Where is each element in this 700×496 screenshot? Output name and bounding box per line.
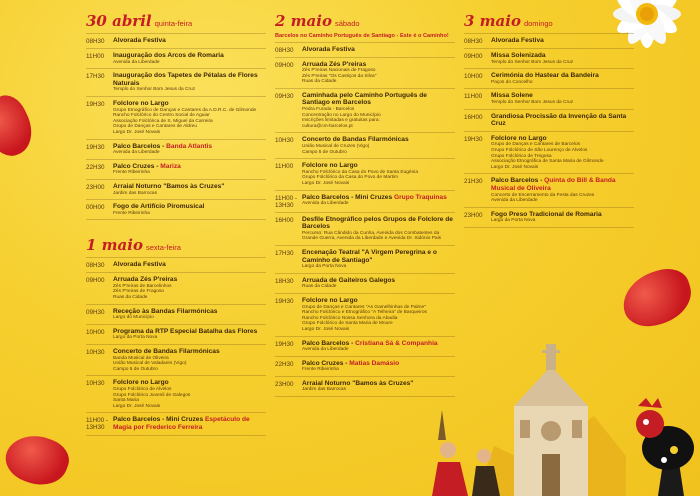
event-time: 19H30: [464, 135, 483, 143]
event-row: [275, 159, 455, 190]
event-title: [302, 162, 455, 170]
event-body: [113, 261, 266, 269]
event-detail: Frente Ribeirinha: [113, 170, 150, 176]
event-title-main: Folclore no Largo: [113, 99, 169, 107]
event-title: [302, 216, 455, 231]
event-row: [86, 273, 266, 304]
event-row: [86, 49, 266, 69]
event-detail: Templo do Senhor Bom Jesus da Cruz: [113, 87, 196, 93]
event-title: [113, 203, 266, 211]
event-title-main: Fogo Preso Tradicional de Romaria: [491, 210, 602, 218]
event-detail: Largo do Município: [113, 315, 154, 321]
day-date: 3 maio: [464, 12, 521, 30]
event-row: [275, 213, 455, 246]
event-title-main: Folclore no Largo: [491, 134, 547, 142]
event-body: [302, 61, 455, 85]
event-body: [113, 416, 266, 431]
event-title-main: Palco Cruzes -: [113, 162, 161, 170]
event-body: [113, 308, 266, 321]
barcelos-rooster-illustration: [628, 396, 700, 496]
event-detail: Paços do Concelho: [491, 79, 533, 85]
event-time: 16H00: [275, 216, 294, 224]
event-body: [113, 100, 266, 136]
event-title: [302, 340, 455, 348]
event-body: [113, 52, 266, 65]
event-title: [302, 61, 455, 69]
event-detail: Avenida da Liberdade: [113, 59, 160, 65]
event-detail: Grupo Folclórico da Casa do Povo de Martim: [302, 175, 398, 181]
event-title-main: Alvorada Festiva: [302, 45, 355, 53]
event-detail: Zés P'reiras de Fragoso: [113, 289, 165, 295]
event-time: 00H00: [86, 204, 105, 212]
event-time: 11H00: [86, 53, 105, 60]
event-title-main: Alvorada Festiva: [491, 37, 544, 44]
event-detail: Campo 5 de Outubro: [113, 366, 158, 372]
event-detail: Ruas da Cidade: [113, 295, 148, 301]
day-block-2-maio: [275, 12, 455, 397]
event-body: [302, 92, 455, 130]
event-body: [113, 143, 266, 156]
event-title-main: Arruada Zés P'reiras: [113, 276, 178, 284]
event-body: [302, 216, 455, 242]
day-header: [86, 12, 266, 31]
event-title: [302, 92, 455, 107]
event-detail: Largo Dr. José Novais: [113, 129, 161, 135]
event-time: 09H30: [275, 92, 294, 100]
event-title-main: Alvorada Festiva: [113, 261, 166, 269]
event-list: [86, 33, 266, 220]
event-detail: Campo 5 de Outubro: [302, 149, 347, 155]
event-title-main: Alvorada Festiva: [113, 37, 166, 44]
event-body: [113, 276, 266, 300]
event-body: [491, 52, 634, 65]
day-header: [275, 12, 455, 31]
event-title: [113, 416, 266, 431]
event-detail: Rancho Folclórico da Casa do Povo de Santa Eugénia: [302, 169, 418, 175]
event-title-main: Missa Solene: [491, 92, 533, 100]
event-detail: Rancho Folclórico do Centro Social de Aguiar: [113, 113, 210, 119]
event-body: [113, 379, 266, 409]
event-title-main: Palco Barcelos -: [491, 177, 545, 185]
event-row: [86, 160, 266, 180]
event-title-main: Encenação Teatral "A Virgem Peregrina e o Caminho de Santiago": [302, 248, 437, 264]
event-detail: Grupo de Danças e Cantares de Aldreu: [113, 124, 197, 130]
event-row: [275, 58, 455, 89]
event-detail: Templo do Senhor Bom Jesus da Cruz: [491, 99, 574, 105]
event-body: [491, 37, 634, 45]
event-body: [113, 72, 266, 93]
event-body: [113, 183, 266, 196]
event-body: [113, 328, 266, 341]
event-title: [302, 136, 455, 144]
event-time: 21H30: [464, 178, 483, 186]
event-detail: Grupo de Danças e Cantares "As Gamelhinhas de Palme": [302, 304, 426, 310]
event-title: [113, 52, 266, 60]
event-detail: Grupo Folclórico de Alvelos: [113, 387, 172, 392]
event-time: 23H00: [464, 211, 483, 219]
event-detail: Avenida da Liberdade: [302, 201, 349, 207]
event-title-performer: Mariza: [160, 162, 181, 170]
event-row: [464, 34, 634, 49]
day-date: 1 maio: [86, 236, 143, 255]
event-detail: Frente Ribeirinha: [302, 367, 339, 373]
event-row: [86, 140, 266, 160]
event-title-main: Concerto de Bandas Filarmónicas: [302, 136, 409, 144]
event-detail: Frente Ribeirinha: [113, 210, 150, 216]
event-time: 08H30: [86, 262, 105, 270]
event-time: 19H30: [86, 143, 105, 151]
event-list: [86, 257, 266, 435]
event-detail: Avenida da Liberdade: [491, 198, 538, 204]
event-body: [302, 360, 455, 373]
event-list: [275, 42, 455, 398]
event-row: [86, 258, 266, 273]
event-title-main: Fogo de Artifício Piromusical: [113, 203, 205, 211]
event-time: 08H30: [275, 46, 294, 54]
day-block-3-maio: [464, 12, 634, 228]
event-title-main: Caminhada pelo Caminho Português de Santiago em Barcelos: [302, 91, 427, 107]
event-time: 22H30: [86, 163, 105, 171]
event-detail: União Musical de Cruzes (Vigo): [302, 144, 370, 150]
event-detail: Largo Dr. José Novais: [302, 326, 350, 332]
event-detail: Grupo Etnográfico de Danças e Cantares da A.D.R.C. de Gilmonde: [113, 107, 257, 113]
event-title: [113, 276, 266, 284]
program-column-1: [86, 12, 266, 496]
event-row: [275, 357, 455, 377]
event-detail: Grupo de Danças e Cantares de Barcelos: [491, 142, 581, 148]
event-body: [302, 380, 455, 393]
event-row: [86, 69, 266, 97]
event-title-main: Inauguração dos Tapetes de Pétalas de Flores Naturais: [113, 72, 258, 87]
event-title: [113, 100, 266, 108]
event-title: [113, 37, 266, 45]
event-title-main: Cerimónia do Hastear da Bandeira: [491, 72, 599, 80]
day-weekday: sábado: [334, 19, 360, 28]
event-title: [113, 143, 266, 151]
event-body: [491, 177, 634, 203]
event-row: [464, 69, 634, 89]
event-time: 11H00: [275, 163, 294, 171]
event-time: 19H30: [275, 340, 294, 348]
event-detail: Inscrições limitadas e gratuitas para:: [302, 118, 380, 124]
event-title-main: Grandiosa Procissão da Invenção da Santa Cruz: [491, 112, 627, 128]
event-time: 17H30: [86, 73, 105, 81]
event-detail: Zés P'reiras Nacionais de Fragoso: [302, 68, 376, 74]
event-time: 19H30: [86, 100, 105, 108]
event-detail: Associação Folclórica de S. Miguel da Carreira: [113, 118, 213, 124]
event-title-main: Folclore no Largo: [302, 162, 358, 170]
event-detail: União Musical de Valadares (Vigo): [113, 361, 187, 367]
event-detail: Rancho Folclórico e Etnográfico "A Telheira" de Barqueiros: [302, 310, 427, 316]
event-title: [491, 52, 634, 60]
event-time: 10H00: [464, 73, 483, 81]
event-title: [302, 46, 455, 54]
event-time: 08H30: [86, 38, 105, 45]
event-row: [275, 377, 455, 397]
event-time: 17H30: [275, 249, 294, 257]
event-time: 11H00 - 13H30: [275, 194, 297, 209]
event-row: [86, 413, 266, 435]
event-title: [113, 348, 266, 356]
day-block-30-abril: [86, 12, 266, 220]
day-header: [464, 12, 634, 31]
event-title-main: Desfile Etnográfico pelos Grupos de Folclore de Barcelos: [302, 215, 453, 231]
event-row: [86, 180, 266, 200]
event-row: [86, 200, 266, 220]
event-detail: Jardim das Barrocas: [302, 387, 346, 393]
event-title-main: Arraial Noturno "Bamos às Cruzes": [302, 379, 414, 387]
event-detail: Grupo Folclórico Juvenil de Galegos: [113, 392, 191, 398]
event-row: [464, 174, 634, 207]
event-title-main: Arruada Zés P'reiras: [302, 60, 367, 68]
event-detail: Associação Etnográfica de Santa Maria de Gilmonde: [491, 159, 604, 165]
event-title-main: Programa da RTP Especial Batalha das Flores: [113, 327, 258, 335]
event-list: [464, 33, 634, 228]
event-row: [275, 274, 455, 294]
event-time: 22H30: [275, 360, 294, 368]
event-time: 09H00: [86, 277, 105, 285]
event-detail: Zés P'reiras de Barcelinhos: [113, 283, 172, 289]
event-title-main: Palco Barcelos - Mini Cruzes: [302, 193, 394, 201]
event-detail: Grupo Folclórico de São Lourenço de Alvelos: [491, 147, 588, 153]
event-detail: Avenida da Liberdade: [113, 150, 160, 156]
event-title: [491, 177, 634, 192]
event-row: [275, 89, 455, 134]
event-title-main: Palco Cruzes -: [302, 359, 350, 367]
event-row: [464, 110, 634, 132]
event-detail: Rancho Folclórico Nossa Senhora da Abadia: [302, 315, 398, 321]
event-row: [86, 325, 266, 345]
day-header: [86, 236, 266, 255]
event-detail: Ruas da Cidade: [302, 284, 337, 290]
event-time: 18H30: [275, 277, 294, 285]
event-title-main: Arraial Noturno "Bamos às Cruzes": [113, 182, 225, 190]
event-detail: Santa Maria: [113, 398, 139, 404]
event-title-performer: Espetáculo de Magia por Frederico Ferreira: [113, 416, 250, 431]
day-date: 30 abril: [86, 12, 152, 30]
event-title-performer: Banda Atlantis: [166, 142, 213, 150]
event-title-main: Arruada de Gaiteiros Galegos: [302, 276, 396, 284]
event-time: 11H00: [464, 93, 483, 101]
day-block-1-maio: [86, 236, 266, 435]
event-body: [491, 92, 634, 105]
event-detail: Concentração no Largo do Município: [302, 112, 381, 118]
program-column-2: [275, 12, 455, 496]
day-note: Barcelos no Caminho Português de Santiago - Este é o Caminho!: [275, 33, 449, 39]
event-title-main: Missa Solenizada: [491, 52, 546, 59]
event-detail: Jardim das Barrocas: [113, 190, 157, 196]
event-title-main: Concerto de Bandas Filarmónicas: [113, 348, 220, 356]
event-detail: Zés P'reiras "Os Castiços da Silva": [302, 73, 377, 79]
program-column-3: [464, 12, 634, 312]
event-body: [491, 72, 634, 85]
event-title-main: Folclore no Largo: [302, 296, 358, 304]
event-detail: Largo da Porta Nova: [491, 218, 536, 224]
event-row: [464, 132, 634, 175]
event-title-performer: Cristiana Sá & Companhia: [355, 339, 438, 347]
event-title-performer: Matias Damásio: [349, 359, 400, 367]
event-body: [302, 136, 455, 155]
event-time: 08H30: [464, 38, 483, 45]
event-body: [302, 340, 455, 353]
event-title: [491, 72, 634, 80]
event-title: [302, 297, 455, 305]
event-detail: Largo Dr. José Novais: [491, 164, 539, 170]
event-title: [491, 37, 634, 45]
event-time: 19H30: [275, 297, 294, 305]
event-time: 23H00: [86, 183, 105, 191]
event-body: [491, 211, 634, 224]
event-detail: Largo da Porta Nova: [302, 264, 347, 270]
event-row: [86, 34, 266, 49]
event-detail: Grupo Folclórico de Santa Maria de Moure: [302, 321, 393, 327]
event-time: 23H00: [275, 380, 294, 388]
event-title-main: Palco Barcelos - Mini Cruzes: [113, 416, 205, 424]
event-time: 10H30: [86, 349, 105, 357]
event-row: [86, 376, 266, 413]
event-body: [491, 113, 634, 128]
event-detail: cultura@cm-barcelos.pt: [302, 123, 353, 129]
event-detail: Largo da Porta Nova: [113, 335, 158, 341]
event-detail: Avenida da Liberdade: [302, 347, 349, 353]
event-title-main: Receção às Bandas Filarmónicas: [113, 307, 218, 315]
event-row: [464, 49, 634, 69]
event-title: [113, 72, 266, 87]
event-row: [275, 191, 455, 213]
event-row: [275, 337, 455, 357]
event-title: [113, 183, 266, 191]
event-detail: Ruas da Cidade: [302, 79, 337, 85]
event-body: [113, 203, 266, 216]
day-date: 2 maio: [275, 12, 332, 30]
event-title: [113, 261, 266, 269]
event-detail: Largo Dr. José Novais: [113, 403, 161, 409]
day-weekday: domingo: [523, 19, 553, 28]
event-title: [302, 249, 455, 264]
event-title-main: Inauguração dos Arcos de Romaria: [113, 52, 224, 59]
event-body: [302, 249, 455, 270]
event-row: [86, 305, 266, 325]
event-body: [302, 194, 455, 207]
event-row: [275, 133, 455, 159]
event-row: [275, 294, 455, 337]
event-detail: Banda Musical de Oliveira: [113, 355, 169, 361]
event-time: 09H30: [86, 308, 105, 316]
event-time: 11H00 - 13H30: [86, 417, 108, 432]
event-body: [302, 277, 455, 290]
event-body: [113, 163, 266, 176]
event-row: [275, 43, 455, 58]
event-row: [86, 97, 266, 140]
event-time: 10H30: [275, 137, 294, 145]
event-title-main: Folclore no Largo: [113, 379, 169, 387]
event-time: 09H00: [464, 53, 483, 60]
event-row: [464, 208, 634, 228]
event-title: [113, 379, 266, 387]
event-detail: Percurso: Rua Cândido da Cunha, Avenida dos Combatentes da Grande Guerra, Avenida da Liberdade e Avenida Dr. Sidónio Pais: [302, 230, 442, 242]
event-title-main: Palco Barcelos -: [302, 339, 356, 347]
event-title: [491, 113, 634, 128]
event-body: [302, 162, 455, 186]
event-row: [464, 89, 634, 109]
event-body: [113, 348, 266, 372]
event-title-main: Palco Barcelos -: [113, 142, 167, 150]
event-detail: Largo Dr. José Novais: [302, 181, 350, 186]
event-detail: Grupo Folclórico de Tregosa: [491, 153, 552, 159]
event-detail: Pedra Furada - Barcelos: [302, 107, 355, 113]
event-time: 09H00: [275, 61, 294, 69]
event-title: [491, 92, 634, 100]
event-title-performer: Grupo Traquinas: [393, 193, 447, 201]
event-body: [302, 297, 455, 333]
day-weekday: sexta-feira: [145, 243, 181, 253]
event-row: [275, 246, 455, 274]
event-body: [491, 135, 634, 171]
event-row: [86, 345, 266, 376]
event-time: 10H30: [86, 380, 105, 388]
event-time: 10H00: [86, 328, 105, 336]
event-detail: Concerto de Encerramento da Festa das Cruzes: [491, 192, 595, 198]
event-detail: Templo do Senhor Bom Jesus da Cruz: [491, 59, 574, 65]
event-time: 16H00: [464, 113, 483, 121]
event-body: [113, 37, 266, 45]
event-body: [302, 46, 455, 54]
day-weekday: quinta-feira: [154, 19, 193, 28]
event-title-performer: Quinta do Bill & Banda Musical de Oliveira: [491, 177, 616, 192]
